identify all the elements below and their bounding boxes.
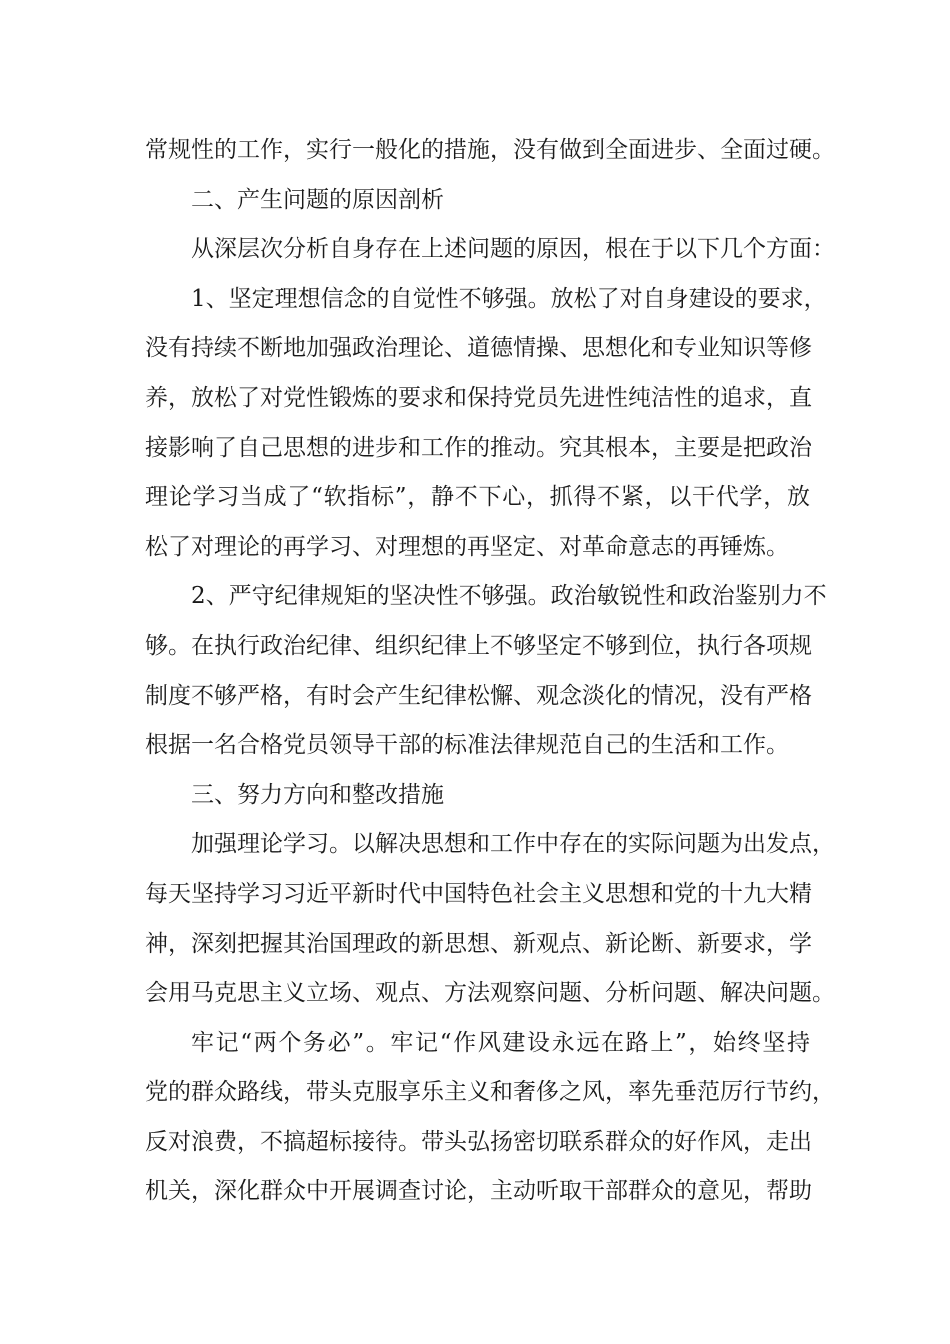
text-line: 没有持续不断地加强政治理论、道德情操、思想化和专业知识等修 bbox=[145, 335, 812, 362]
text-line: 松了对理论的再学习、对理想的再坚定、对革命意志的再锤炼。 bbox=[145, 533, 789, 560]
text-line: 神，深刻把握其治国理政的新思想、新观点、新论断、新要求，学 bbox=[145, 930, 812, 957]
section-heading: 三、努力方向和整改措施 bbox=[191, 781, 444, 808]
body-text bbox=[145, 126, 835, 1217]
text-line: 牢记“两个务必”。牢记“作风建设永远在路上”，始终坚持 bbox=[191, 1029, 810, 1056]
text-line: 理论学习当成了“软指标”，静不下心，抓得不紧，以干代学，放 bbox=[145, 484, 810, 511]
text-line: 制度不够严格，有时会产生纪律松懈、观念淡化的情况，没有严格 bbox=[145, 682, 812, 709]
text-line: 接影响了自己思想的进步和工作的推动。究其根本，主要是把政治 bbox=[145, 434, 812, 461]
text-line: 党的群众路线，带头克服享乐主义和奢侈之风，率先垂范厉行节约， bbox=[145, 1079, 835, 1106]
section-heading: 二、产生问题的原因剖析 bbox=[191, 186, 444, 213]
text-line: 常规性的工作，实行一般化的措施，没有做到全面进步、全面过硬。 bbox=[145, 137, 835, 163]
text-line: 2、严守纪律规矩的坚决性不够强。政治敏锐性和政治鉴别力不 bbox=[191, 583, 827, 610]
text-line: 加强理论学习。以解决思想和工作中存在的实际问题为出发点， bbox=[191, 831, 835, 858]
text-line: 从深层次分析自身存在上述问题的原因，根在于以下几个方面： bbox=[191, 236, 835, 263]
text-line: 反对浪费，不搞超标接待。带头弘扬密切联系群众的好作风，走出 bbox=[145, 1128, 812, 1155]
text-line: 养，放松了对党性锻炼的要求和保持党员先进性纯洁性的追求，直 bbox=[145, 384, 812, 411]
text-line: 1、坚定理想信念的自觉性不够强。放松了对自身建设的要求， bbox=[191, 285, 827, 312]
text-line: 根据一名合格党员领导干部的标准法律规范自己的生活和工作。 bbox=[145, 732, 789, 759]
text-line: 会用马克思主义立场、观点、方法观察问题、分析问题、解决问题。 bbox=[145, 980, 835, 1007]
text-line: 够。在执行政治纪律、组织纪律上不够坚定不够到位，执行各项规 bbox=[145, 632, 812, 659]
text-line: 机关，深化群众中开展调查讨论，主动听取干部群众的意见，帮助 bbox=[145, 1178, 812, 1205]
text-line: 每天坚持学习习近平新时代中国特色社会主义思想和党的十九大精 bbox=[145, 880, 812, 907]
